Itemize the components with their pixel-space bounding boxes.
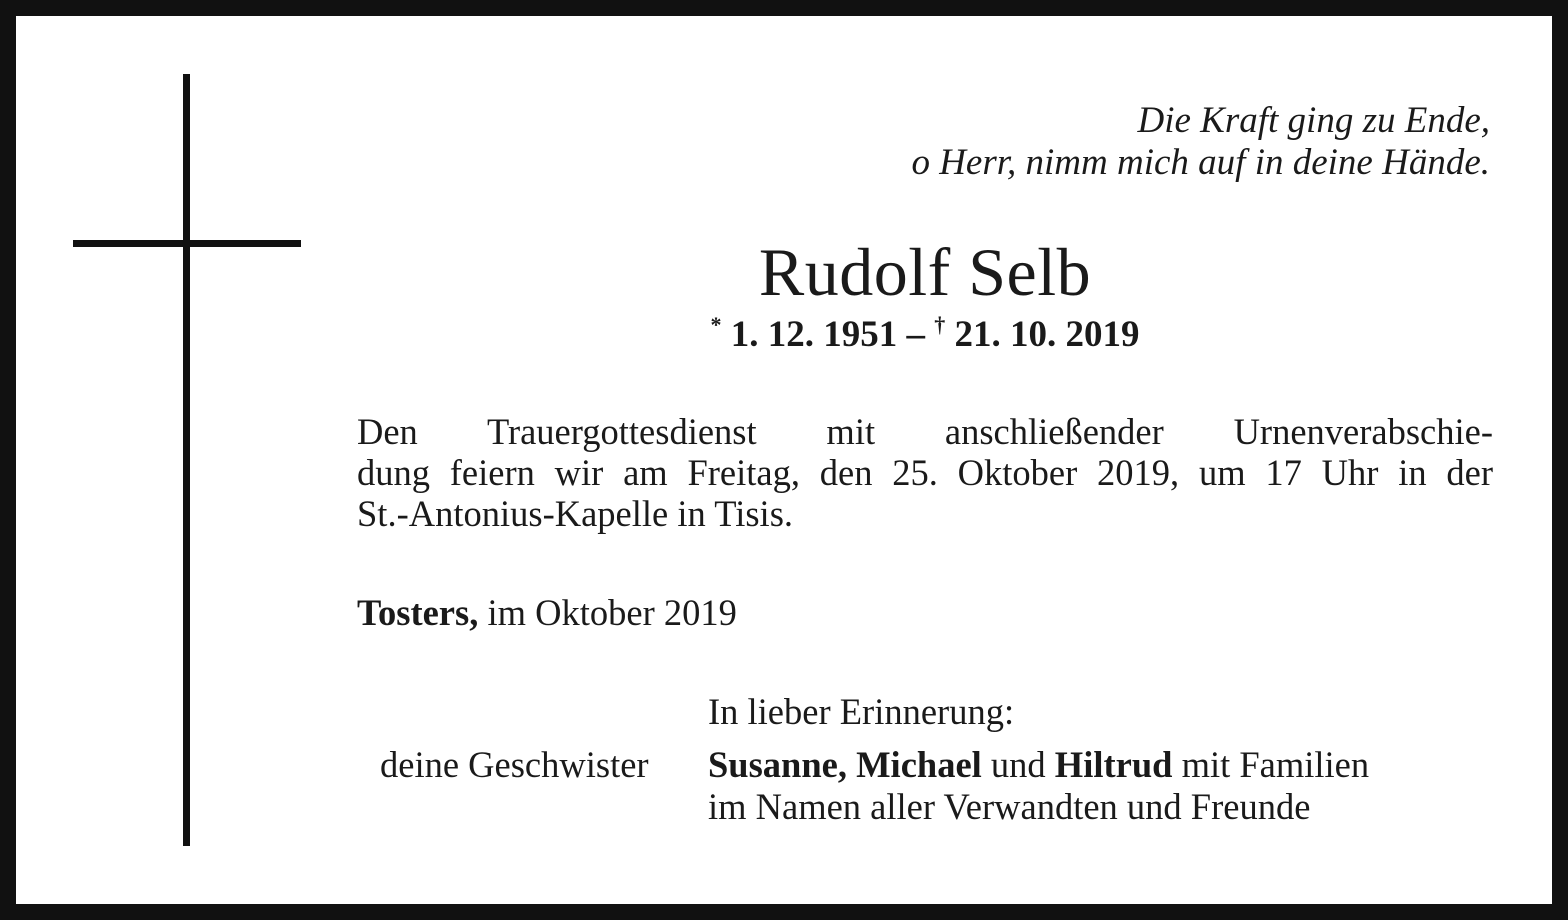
service-line-2: dung feiern wir am Freitag, den 25. Oktober 2019, um 17 Uhr in der — [357, 452, 1493, 493]
verse — [911, 100, 1490, 184]
siblings-names — [708, 744, 1369, 786]
place: Tosters, — [357, 592, 479, 633]
sibling-name-2: Hiltrud — [1054, 744, 1173, 785]
service-announcement — [357, 411, 1493, 534]
birth-symbol: * — [710, 312, 722, 337]
verse-line-1: Die Kraft ging zu Ende, — [1137, 100, 1490, 141]
cross-icon-horizontal-bar — [73, 240, 301, 247]
memory-heading: In lieber Erinnerung: — [708, 691, 1015, 732]
service-line-3: St.-Antonius-Kapelle in Tisis. — [357, 493, 794, 534]
cross-icon-vertical-bar — [183, 74, 190, 846]
birth-date: 1. 12. 1951 — [730, 314, 898, 355]
date-separator: – — [906, 314, 925, 355]
deceased-name: Rudolf Selb — [758, 234, 1092, 310]
life-dates — [600, 314, 1250, 356]
service-line-1: Den Trauergottesdienst mit anschließender Urnenverabschie- — [357, 411, 1493, 452]
death-symbol: † — [934, 312, 946, 337]
verse-line-2: o Herr, nimm mich auf in deine Hände. — [911, 142, 1490, 183]
sibling-names-1: Susanne, Michael — [708, 744, 982, 785]
relatives-line: im Namen aller Verwandten und Freunde — [708, 786, 1311, 827]
siblings-prefix: deine Geschwister — [380, 744, 649, 785]
place-and-date — [357, 592, 737, 634]
death-date: 21. 10. 2019 — [954, 314, 1140, 355]
date: im Oktober 2019 — [487, 592, 737, 633]
siblings-suffix: mit Familien — [1181, 744, 1370, 785]
sibling-conjunction: und — [990, 744, 1046, 785]
